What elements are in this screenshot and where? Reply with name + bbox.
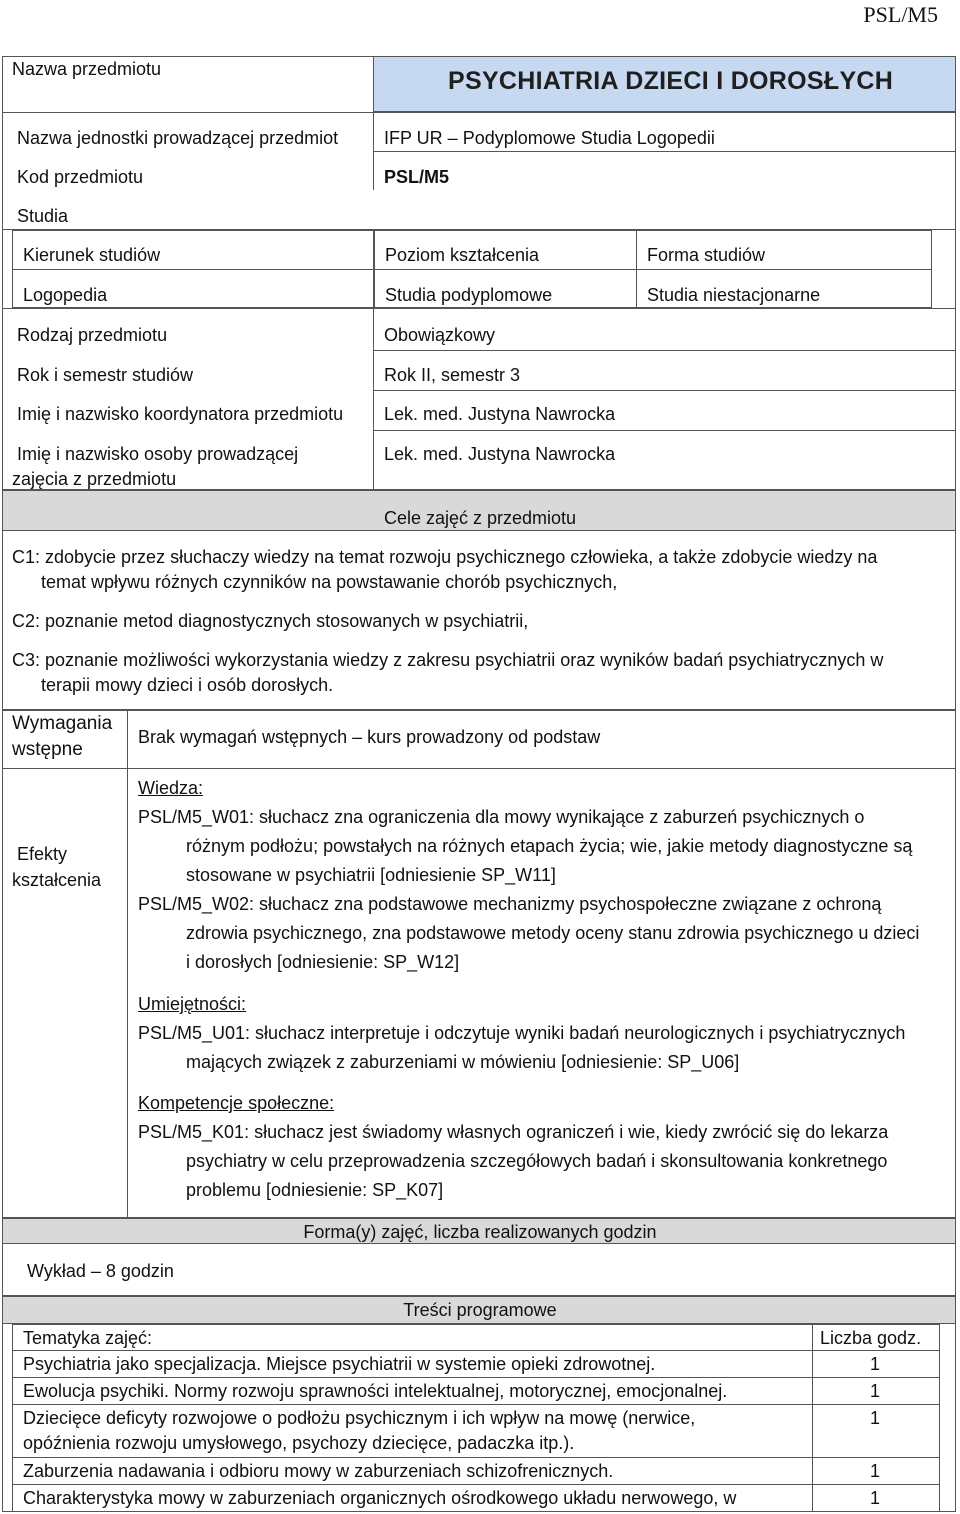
type-label: Rodzaj przedmiotu <box>17 325 168 345</box>
k01-line2: psychiatry w celu przeprowadzenia szczegółowych badań i skonsultowania konkretnego <box>186 1151 888 1171</box>
outcomes-skills <box>138 990 905 1077</box>
program-row-5-topic: Charakterystyka mowy w zaburzeniach organicznych ośrodkowego układu nerwowego, w <box>23 1488 737 1508</box>
course-title: PSYCHIATRIA DZIECI I DOROSŁYCH <box>448 67 894 95</box>
program-row-2-topic: Ewolucja psychiki. Normy rozwoju sprawności intelektualnej, motorycznej, emocjonalnej. <box>23 1381 728 1401</box>
page-code: PSL/M5 <box>863 2 938 27</box>
requirements-label-1: Wymagania <box>12 713 113 734</box>
level-label: Poziom kształcenia <box>385 245 540 265</box>
program-row-1-topic: Psychiatria jako specjalizacja. Miejsce psychiatrii w systemie opieki zdrowotnej. <box>23 1354 656 1374</box>
program-row-5-hours: 1 <box>870 1488 881 1508</box>
program-row-4-topic: Zaburzenia nadawania i odbioru mowy w zaburzeniach schizofrenicznych. <box>23 1461 614 1481</box>
program-row-3-hours: 1 <box>870 1408 881 1428</box>
w02-line2: zdrowia psychicznego, zna podstawowe metody oceny stanu zdrowia psychicznego u dzieci <box>186 923 920 943</box>
outcomes-label-2: kształcenia <box>12 870 102 890</box>
program-col-hours: Liczba godz. <box>820 1328 922 1348</box>
goals-heading: Cele zajęć z przedmiotu <box>383 508 577 528</box>
k01-line1: PSL/M5_K01: słuchacz jest świadomy własnych ograniczeń i wie, kiedy zwrócić się do lekarza <box>138 1122 889 1142</box>
u01-line2: mających związek z zaburzeniami w mówieniu [odniesienie: SP_U06] <box>186 1052 740 1072</box>
requirements-label-2: wstępne <box>12 739 83 760</box>
u01-line1: PSL/M5_U01: słuchacz interpretuje i odczytuje wyniki badań neurologicznych i psychiatrycznych <box>138 1023 906 1043</box>
direction-value: Logopedia <box>23 285 108 305</box>
program-heading: Treści programowe <box>403 1300 557 1320</box>
knowledge-heading: Wiedza: <box>138 778 204 798</box>
outcomes-knowledge <box>138 774 919 977</box>
goal-c1-line2: temat wpływu różnych czynników na powstawanie chorób psychicznych, <box>41 572 618 592</box>
goal-c3 <box>12 648 883 698</box>
course-name-label: Nazwa przedmiotu <box>12 59 162 79</box>
goal-c3-line2: terapii mowy dzieci i osób dorosłych. <box>41 675 334 695</box>
w01-line2: różnym podłożu; powstałych na różnych etapach życia; wie, jakie metody diagnostyczne są <box>186 836 913 856</box>
studies-label: Studia <box>17 206 69 226</box>
program-row-3-line2: opóźnienia rozwoju umysłowego, psychozy dziecięce, padaczka itp.). <box>23 1433 575 1453</box>
code-label: Kod przedmiotu <box>17 167 144 187</box>
coordinator-label: Imię i nazwisko koordynatora przedmiotu <box>17 404 344 424</box>
form-value: Studia niestacjonarne <box>647 285 821 305</box>
program-row-1-hours: 1 <box>870 1354 881 1374</box>
w02-line1: PSL/M5_W02: słuchacz zna podstawowe mechanizmy psychospołeczne związane z ochroną <box>138 894 882 914</box>
form-label: Forma studiów <box>647 245 766 265</box>
goal-c2: C2: poznanie metod diagnostycznych stosowanych w psychiatrii, <box>12 611 529 631</box>
coordinator-value: Lek. med. Justyna Nawrocka <box>384 404 616 424</box>
unit-value: IFP UR – Podyplomowe Studia Logopedii <box>384 128 715 148</box>
program-row-2-hours: 1 <box>870 1381 881 1401</box>
teacher-label-2: zajęcia z przedmiotu <box>12 469 177 489</box>
program-row-3-topic <box>23 1406 695 1456</box>
forms-value: Wykład – 8 godzin <box>27 1261 174 1281</box>
w01-line3: stosowane w psychiatrii [odniesienie SP_W11] <box>186 865 556 885</box>
w01-line1: PSL/M5_W01: słuchacz zna ograniczenia dla mowy wynikające z zaburzeń psychicznych o <box>138 807 865 827</box>
goal-c1-line1: C1: zdobycie przez słuchaczy wiedzy na temat rozwoju psychicznego człowieka, a także zdobycie wiedzy na <box>12 547 878 567</box>
goal-c3-line1: C3: poznanie możliwości wykorzystania wiedzy z zakresu psychiatrii oraz wyników badań psychiatrycznych w <box>12 650 884 670</box>
code-value: PSL/M5 <box>384 167 450 187</box>
outcomes-social <box>138 1089 888 1205</box>
social-heading: Kompetencje społeczne: <box>138 1093 335 1113</box>
requirements-value: Brak wymagań wstępnych – kurs prowadzony od podstaw <box>138 727 601 747</box>
studies-bg <box>2 190 956 230</box>
k01-line3: problemu [odniesienie: SP_K07] <box>186 1180 444 1200</box>
goal-c1 <box>12 545 877 595</box>
teacher-value: Lek. med. Justyna Nawrocka <box>384 444 616 464</box>
unit-label: Nazwa jednostki prowadzącej przedmiot <box>17 128 339 148</box>
forms-heading: Forma(y) zajęć, liczba realizowanych godzin <box>303 1222 657 1242</box>
w02-line3: i dorosłych [odniesienie: SP_W12] <box>186 952 460 972</box>
year-value: Rok II, semestr 3 <box>384 365 521 385</box>
program-row-3-line1: Dziecięce deficyty rozwojowe o podłożu psychicznym i ich wpływ na mowę (nerwice, <box>23 1408 696 1428</box>
program-col-topic: Tematyka zajęć: <box>23 1328 153 1348</box>
level-value: Studia podyplomowe <box>385 285 553 305</box>
year-label: Rok i semestr studiów <box>17 365 194 385</box>
outcomes-label-1: Efekty <box>17 844 68 864</box>
type-value: Obowiązkowy <box>384 325 496 345</box>
teacher-label-1: Imię i nazwisko osoby prowadzącej <box>17 444 299 464</box>
direction-label: Kierunek studiów <box>23 245 161 265</box>
skills-heading: Umiejętności: <box>138 994 247 1014</box>
program-row-4-hours: 1 <box>870 1461 881 1481</box>
